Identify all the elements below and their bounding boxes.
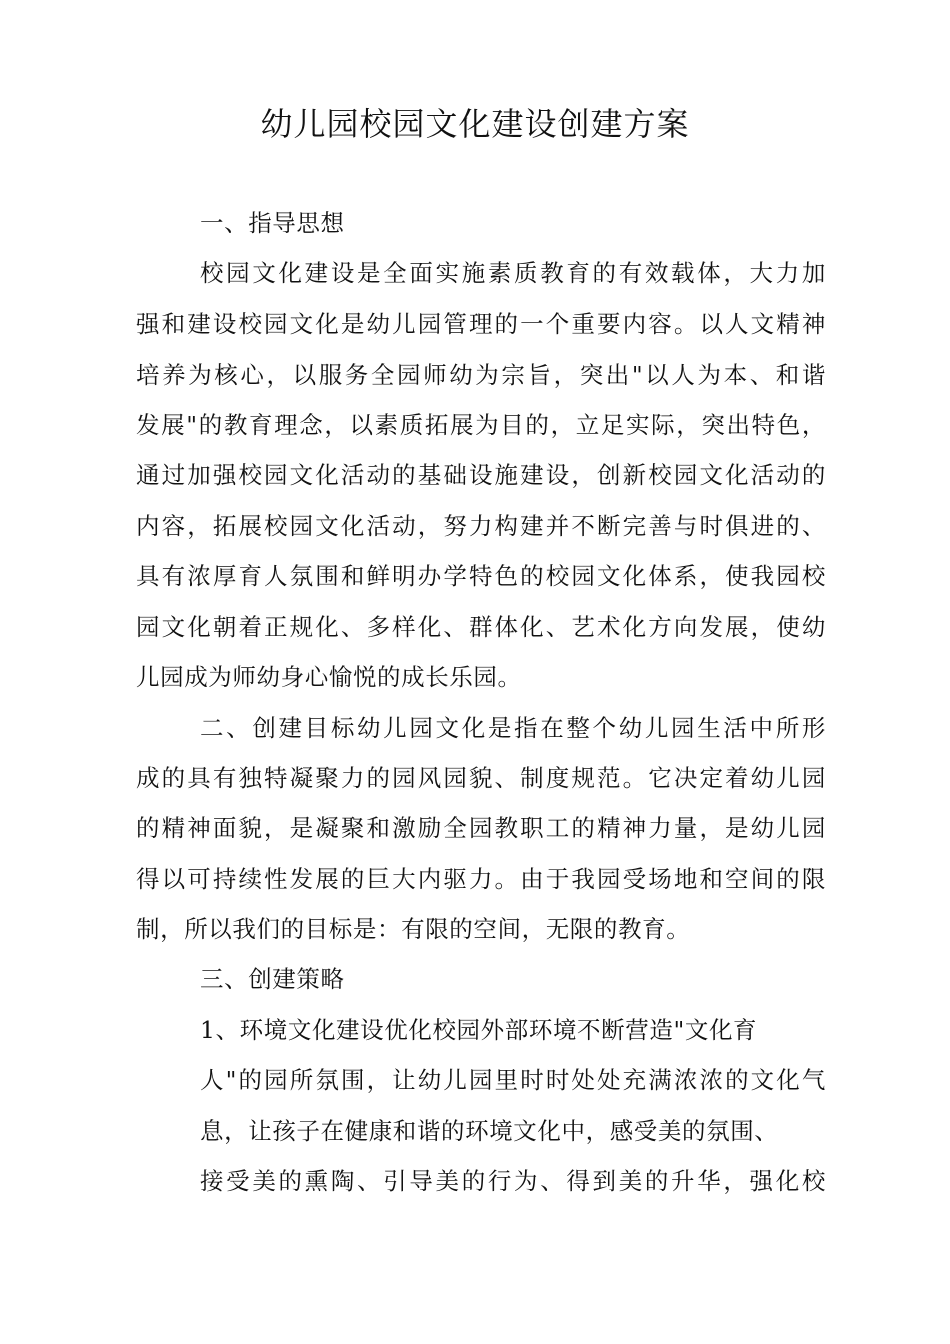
- section-heading-guiding-ideology: 一、指导思想: [200, 209, 345, 237]
- paragraph-line: 息，让孩子在健康和谐的环境文化中，感受美的氛围、: [200, 1117, 779, 1145]
- paragraph-line: 园文化朝着正规化、多样化、群体化、艺术化方向发展，使幼: [136, 613, 826, 641]
- paragraph-line: 接受美的熏陶、引导美的行为、得到美的升华，强化校: [200, 1167, 826, 1195]
- paragraph-line: 制，所以我们的目标是：有限的空间，无限的教育。: [136, 915, 691, 943]
- paragraph-line: 的精神面貌，是凝聚和激励全园教职工的精神力量，是幼儿园: [136, 814, 826, 842]
- paragraph-line: 强和建设校园文化是幼儿园管理的一个重要内容。以人文精神: [136, 310, 826, 338]
- paragraph-line: 1、环境文化建设优化校园外部环境不断营造"文化育: [200, 1016, 758, 1044]
- paragraph-line: 二、创建目标幼儿园文化是指在整个幼儿园生活中所形: [200, 714, 826, 742]
- paragraph-line: 内容，拓展校园文化活动，努力构建并不断完善与时俱进的、: [136, 512, 826, 540]
- paragraph-line: 儿园成为师幼身心愉悦的成长乐园。: [136, 663, 522, 691]
- paragraph-line: 通过加强校园文化活动的基础设施建设，创新校园文化活动的: [136, 461, 826, 489]
- paragraph-line: 成的具有独特凝聚力的园风园貌、制度规范。它决定着幼儿园: [136, 764, 826, 792]
- paragraph-line: 得以可持续性发展的巨大内驱力。由于我园受场地和空间的限: [136, 865, 826, 893]
- document-title: 幼儿园校园文化建设创建方案: [260, 105, 690, 143]
- paragraph-line: 校园文化建设是全面实施素质教育的有效载体，大力加: [200, 259, 826, 287]
- paragraph-line: 发展"的教育理念，以素质拓展为目的，立足实际，突出特色，: [136, 411, 826, 439]
- paragraph-line: 培养为核心，以服务全园师幼为宗旨，突出"以人为本、和谐: [136, 361, 826, 389]
- paragraph-line: 具有浓厚育人氛围和鲜明办学特色的校园文化体系，使我园校: [136, 562, 826, 590]
- section-heading-strategy: 三、创建策略: [200, 965, 345, 993]
- paragraph-line: 人"的园所氛围，让幼儿园里时时处处充满浓浓的文化气: [200, 1066, 826, 1094]
